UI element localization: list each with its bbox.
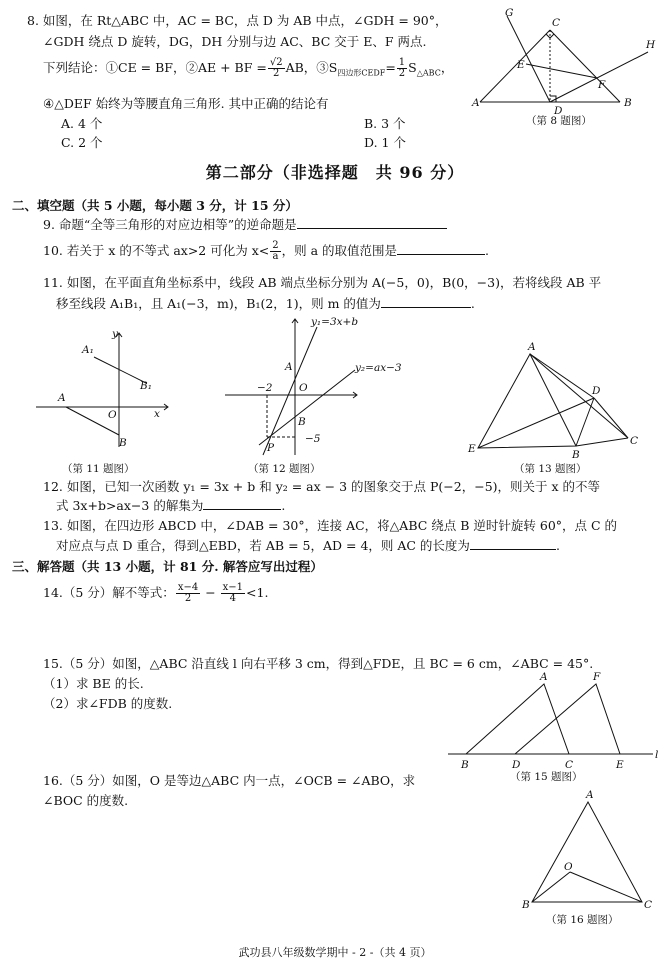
- fig11-label-o: O: [108, 409, 117, 421]
- q13-line2: 对应点与点 D 重合，得到△EBD，若 AB = 5，AD = 4，则 AC 的长度为 .: [56, 538, 560, 553]
- q8-option-c: C. 2 个: [61, 135, 103, 150]
- figure-13-caption: （第 13 题图）: [514, 463, 587, 475]
- fig11-label-a: A: [58, 392, 66, 404]
- q13-answer-blank: [470, 537, 556, 550]
- fig15-label-c: C: [565, 759, 574, 771]
- fig13-label-b: B: [572, 449, 580, 461]
- figure-11-diagram: [36, 325, 176, 455]
- fig15-label-f: F: [593, 671, 601, 683]
- q11-answer-blank: [381, 295, 471, 308]
- q15-line2: （1）求 BE 的长.: [43, 676, 144, 691]
- q8-line2: ∠GDH 绕点 D 旋转，DG，DH 分别与边 AC、BC 交于 E、F 两点.: [43, 34, 427, 49]
- q8-option-b: B. 3 个: [364, 116, 406, 131]
- q8-line1: 8. 如图，在 Rt△ABC 中，AC = BC，点 D 为 AB 中点，∠GDH = 90°，: [27, 13, 448, 28]
- fig11-label-b: B: [119, 437, 127, 449]
- q8-line3: 下列结论：①CE = BF，②AE + BF = $\frac{√2}{2}$ AB，$③S_{四边形CEDF}=$ $\frac{1}{2}$ $S_{\triangle ABC}$，: [43, 57, 454, 79]
- fig8-label-f: F: [598, 79, 606, 91]
- fig8-label-a: A: [472, 97, 480, 109]
- q12-line2: 式 3x+b>ax−3 的解集为 .: [56, 498, 286, 513]
- figure-16-diagram: [520, 789, 660, 911]
- fig13-label-e: E: [468, 443, 476, 455]
- q11-line2: 移至线段 A₁B₁，且 A₁(−3，m)，B₁(2，1)，则 m 的值为 .: [56, 296, 475, 311]
- figure-12-diagram: [225, 315, 402, 460]
- page-footer: 武功县八年级数学期中 - 2 -（共 4 页）: [238, 946, 432, 959]
- fig11-label-y: y: [112, 328, 118, 340]
- figure-15-diagram: [448, 671, 663, 771]
- fig11-label-x: x: [154, 408, 160, 420]
- q12-answer-blank: [203, 497, 281, 510]
- figure-15-caption: （第 15 题图）: [510, 771, 583, 783]
- figure-12-caption: （第 12 题图）: [248, 463, 321, 475]
- fig15-label-b: B: [461, 759, 469, 771]
- fig11-label-b1: B₁: [140, 380, 152, 392]
- fig8-label-h: H: [646, 39, 656, 51]
- fig12-label-b: B: [298, 416, 306, 428]
- q9-text: 9. 命题“全等三角形的对应边相等”的逆命题是: [43, 216, 447, 233]
- q10-text: 10. 若关于 x 的不等式 ax>2 可化为 x< $\frac{2}{a}$ ，则 a 的取值范围是 .: [43, 240, 489, 262]
- two-over-a-fraction: $\frac{2}{a}$: [272, 240, 279, 262]
- fig16-label-b: B: [522, 899, 530, 911]
- figure-16-caption: （第 16 题图）: [546, 914, 619, 926]
- fig8-label-d: D: [554, 105, 563, 117]
- fig13-label-d: D: [592, 385, 601, 397]
- section-answer-heading: 三、解答题（共 13 小题，计 81 分. 解答应写出过程）: [12, 559, 323, 574]
- fig8-label-e: E: [517, 59, 525, 71]
- q8-line4: ④△DEF 始终为等腰直角三角形. 其中正确的结论有: [43, 96, 329, 111]
- q11-line1: 11. 如图，在平面直角坐标系中，线段 AB 端点坐标分别为 A(−5，0)，B(0，−3)，若将线段 AB 平: [43, 275, 602, 290]
- q14-text: 14.（5 分）解不等式： $\frac{x-4}{2}$ − $\frac{x-1}{4}$ <1.: [43, 582, 269, 604]
- fig12-label-o: O: [299, 382, 308, 394]
- fig16-label-c: C: [644, 899, 653, 911]
- q8-option-a: A. 4 个: [61, 116, 103, 131]
- q8-option-d: D. 1 个: [364, 135, 406, 150]
- fig12-label-p: P: [267, 442, 275, 454]
- q15-line3: （2）求∠FDB 的度数.: [43, 696, 173, 711]
- fig16-label-a: A: [586, 789, 594, 801]
- fig12-label-minus2: −2: [257, 382, 273, 394]
- part-two-title: 第二部分（非选择题 共 96 分）: [205, 163, 465, 182]
- q16-line2: ∠BOC 的度数.: [43, 793, 129, 808]
- figure-11-caption: （第 11 题图）: [62, 463, 135, 475]
- q13-line1: 13. 如图，在四边形 ABCD 中，∠DAB = 30°，连接 AC，将△ABC 绕点 B 逆时针旋转 60°，点 C 的: [43, 518, 618, 533]
- fig15-label-l: l: [655, 749, 659, 761]
- fig8-label-c: C: [552, 17, 561, 29]
- q14-fraction-1: $\frac{x-4}{2}$: [177, 582, 199, 604]
- q9-answer-blank: [297, 216, 447, 229]
- fig12-label-y1: y₁=3x+b: [311, 316, 359, 328]
- fig15-label-e: E: [616, 759, 624, 771]
- fig11-label-a1: A₁: [82, 344, 94, 356]
- fig13-label-c: C: [630, 435, 639, 447]
- one-half-fraction: $\frac{1}{2}$: [398, 57, 406, 79]
- q10-answer-blank: [397, 242, 485, 255]
- sqrt2-over-2-fraction: $\frac{√2}{2}$: [269, 57, 283, 79]
- fig8-label-b: B: [624, 97, 632, 109]
- fig12-label-minus5: −5: [305, 433, 321, 445]
- q14-fraction-2: $\frac{x-1}{4}$: [222, 582, 244, 604]
- figure-8-caption: （第 8 题图）: [526, 115, 592, 127]
- fig8-label-g: G: [505, 7, 514, 19]
- fig13-label-a: A: [528, 341, 536, 353]
- figure-8-diagram: [470, 7, 660, 130]
- fig12-label-y2: y₂=ax−3: [355, 362, 402, 374]
- fig16-label-o: O: [564, 861, 573, 873]
- fig15-label-d: D: [512, 759, 521, 771]
- section-fill-in-heading: 二、填空题（共 5 小题，每小题 3 分，计 15 分）: [12, 198, 298, 213]
- q15-line1: 15.（5 分）如图，△ABC 沿直线 l 向右平移 3 cm，得到△FDE，且 BC = 6 cm，∠ABC = 45°.: [43, 656, 594, 671]
- q12-line1: 12. 如图，已知一次函数 y₁ = 3x + b 和 y₂ = ax − 3 的图象交于点 P(−2，−5)，则关于 x 的不等: [43, 479, 601, 494]
- q16-line1: 16.（5 分）如图，O 是等边△ABC 内一点，∠OCB = ∠ABO，求: [43, 773, 416, 788]
- fig15-label-a: A: [540, 671, 548, 683]
- figure-13-diagram: [468, 341, 648, 461]
- fig12-label-a: A: [285, 361, 293, 373]
